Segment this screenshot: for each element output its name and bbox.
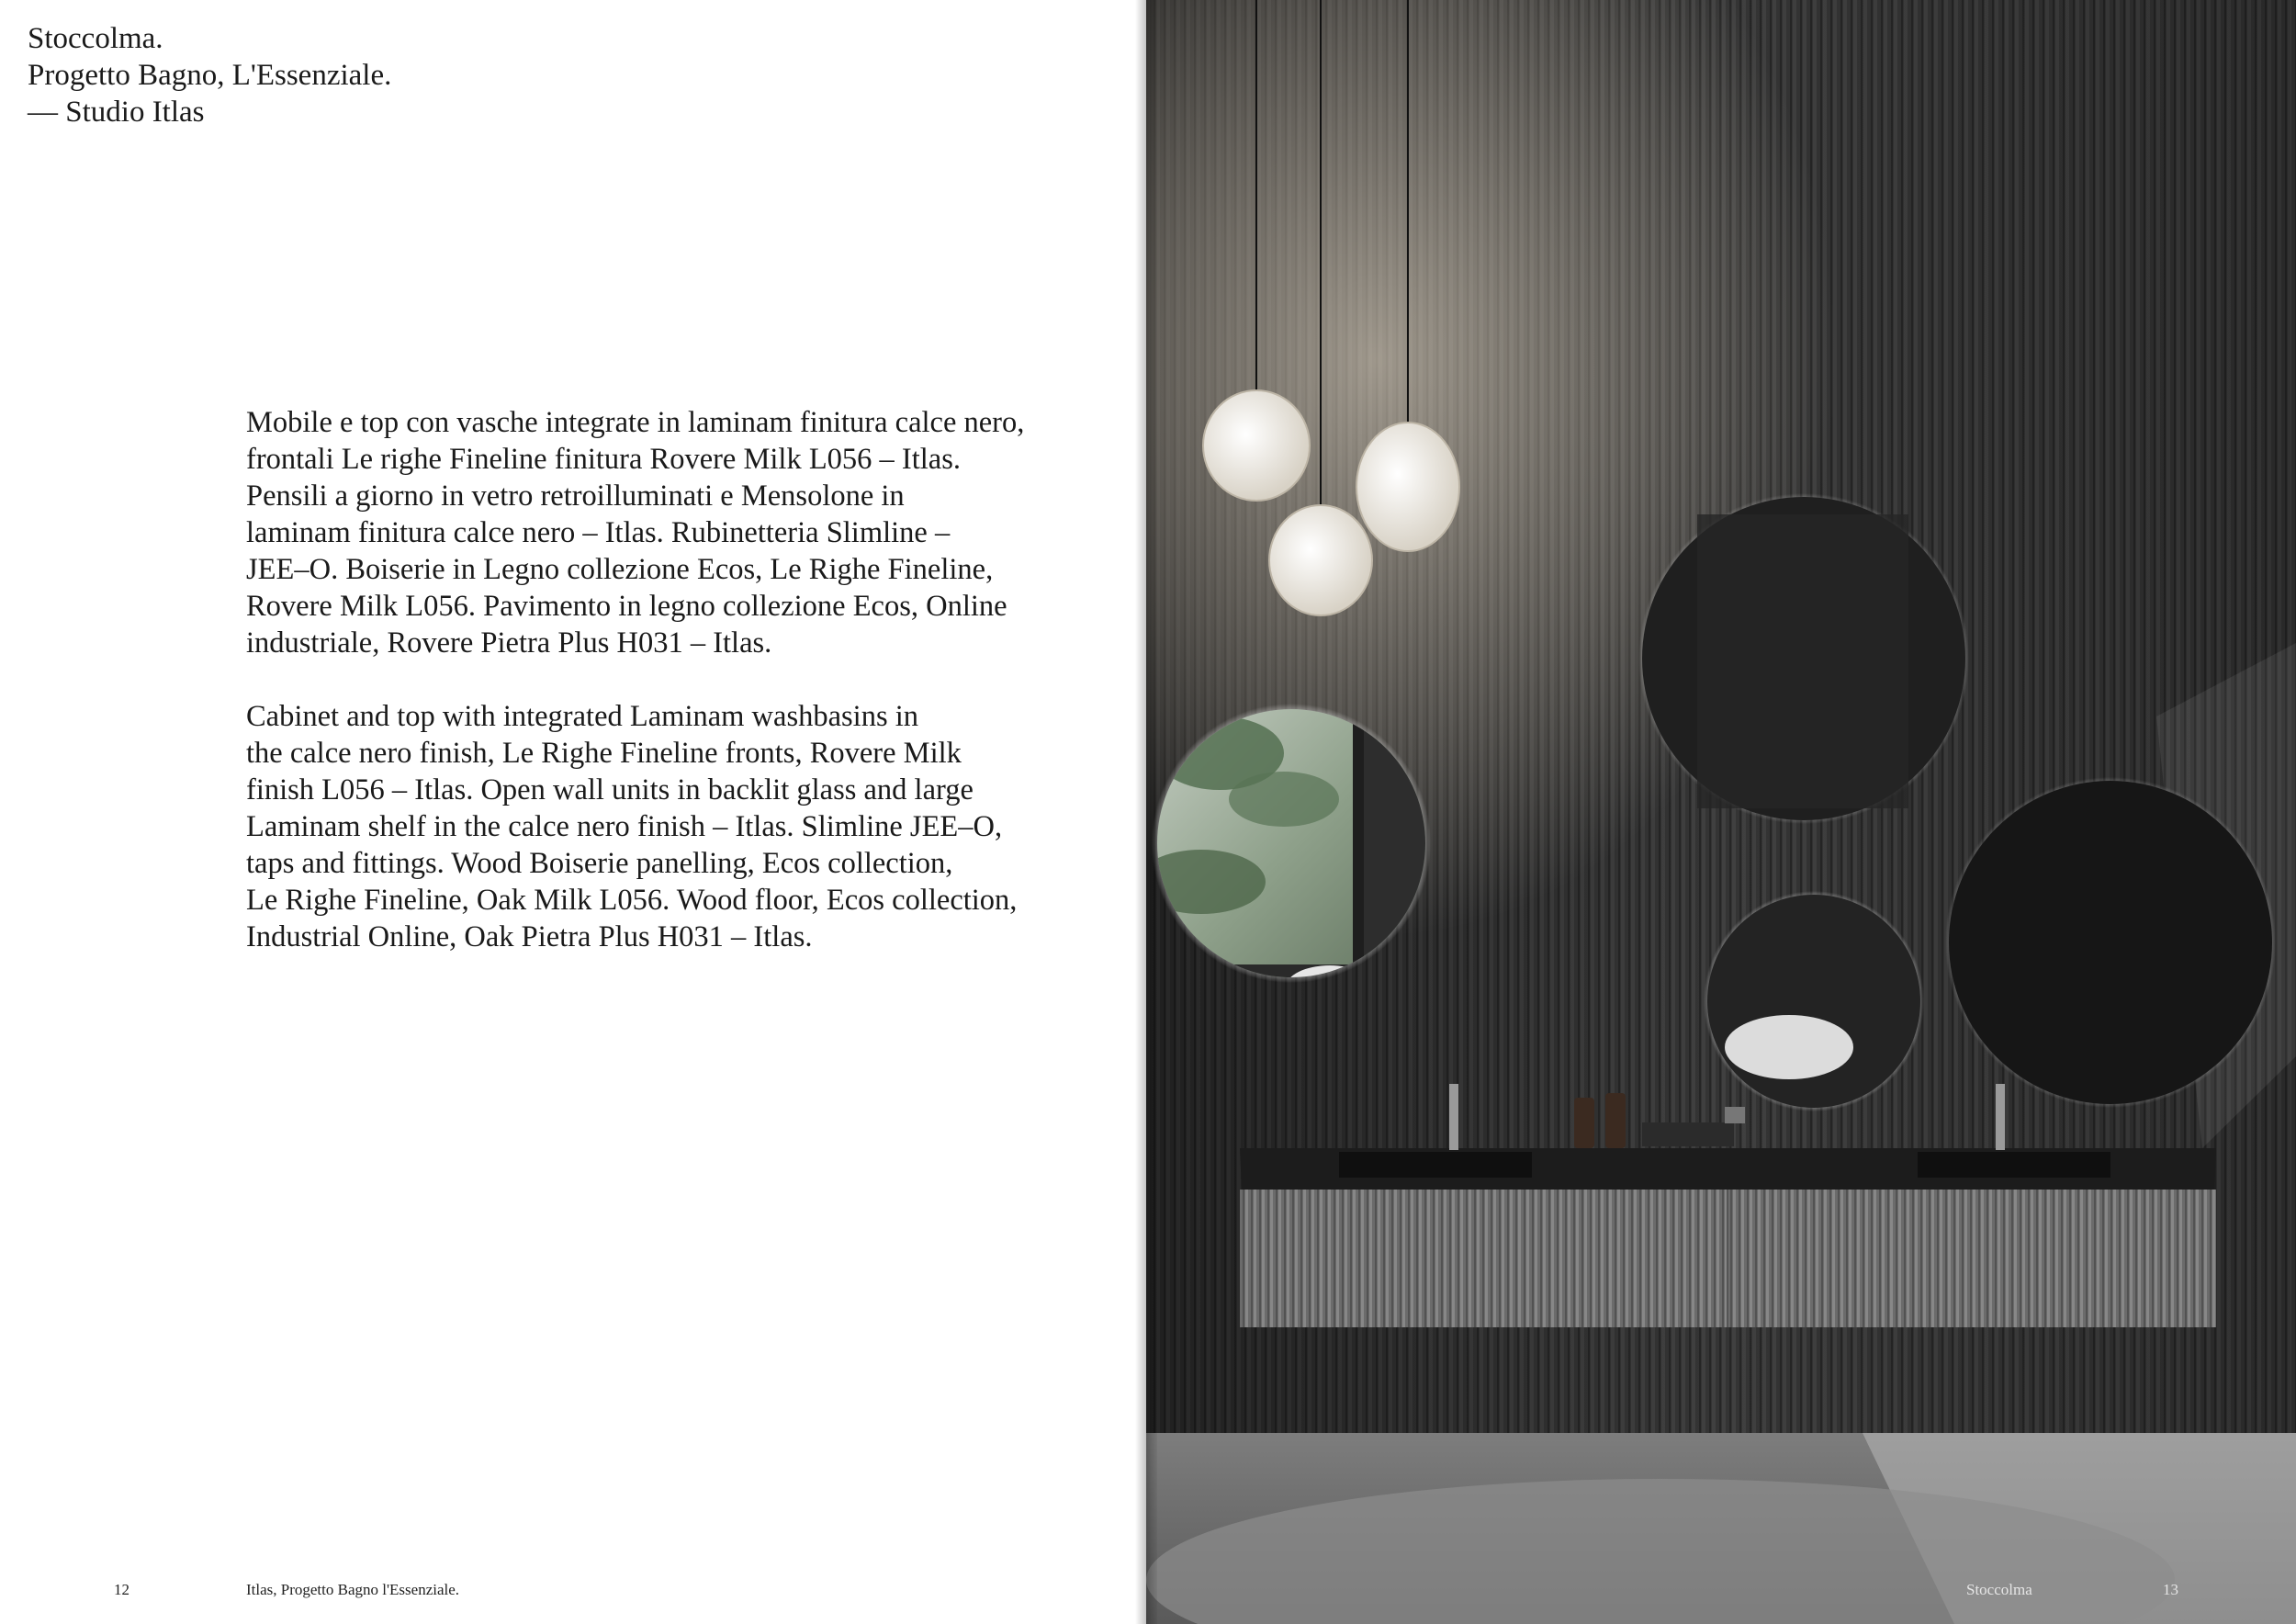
page-number-right: 13 <box>2163 1581 2178 1598</box>
running-title-left: Itlas, Progetto Bagno l'Essenziale. <box>246 1581 460 1598</box>
right-tap <box>1996 1084 2005 1150</box>
header-studio: — Studio Itlas <box>28 96 205 129</box>
bathroom-photo <box>1146 0 2296 1624</box>
round-mirror-upper <box>1638 493 1969 824</box>
pendant-lamp-center <box>1269 505 1372 615</box>
page-number-left: 12 <box>114 1581 129 1598</box>
description-italian: Mobile e top con vasche integrate in laminam finitura calce nero, frontali Le righe Fineline finitura Rovere Milk L056 – Itlas. Pensili a giorno in vetro retroilluminati e Mensolone in laminam finitura calce nero – Itlas. Rubinetteria Slimline – JEE–O. Boiserie in Legno collezione Ecos, Le Righe Fineline, Rovere Milk L056. Pavimento in legno collezione Ecos, Online industriale, Rovere Pietra Plus H031 – Itlas. <box>246 406 1025 660</box>
product-description <box>246 404 1128 955</box>
pendant-lamp-left <box>1203 390 1310 501</box>
left-tap <box>1449 1084 1458 1150</box>
page-header <box>28 20 391 130</box>
spine-shadow <box>1135 0 1157 1624</box>
left-page <box>0 0 1146 1624</box>
pendant-lamp-right <box>1356 423 1459 551</box>
round-mirror-small <box>1704 891 1924 1111</box>
vanity-countertop <box>1240 1148 2216 1190</box>
header-location: Stoccolma. <box>28 22 163 55</box>
header-project: Progetto Bagno, L'Essenziale. <box>28 59 392 92</box>
running-title-right: Stoccolma <box>1966 1581 2032 1598</box>
description-english: Cabinet and top with integrated Laminam washbasins in the calce nero finish, Le Righe Fineline fronts, Rovere Milk finish L056 – Itlas. Open wall units in backlit glass and large Laminam shelf in the calce nero finish – Itlas. Slimline JEE–O, taps and fittings. Wood Boiserie panelling, Ecos collection, Le Righe Fineline, Oak Milk L056. Wood floor, Ecos collection, Industrial Online, Oak Pietra Plus H031 – Itlas. <box>246 700 1018 953</box>
bathroom-illustration <box>1146 0 2296 1624</box>
round-mirror-right <box>1945 777 2276 1108</box>
